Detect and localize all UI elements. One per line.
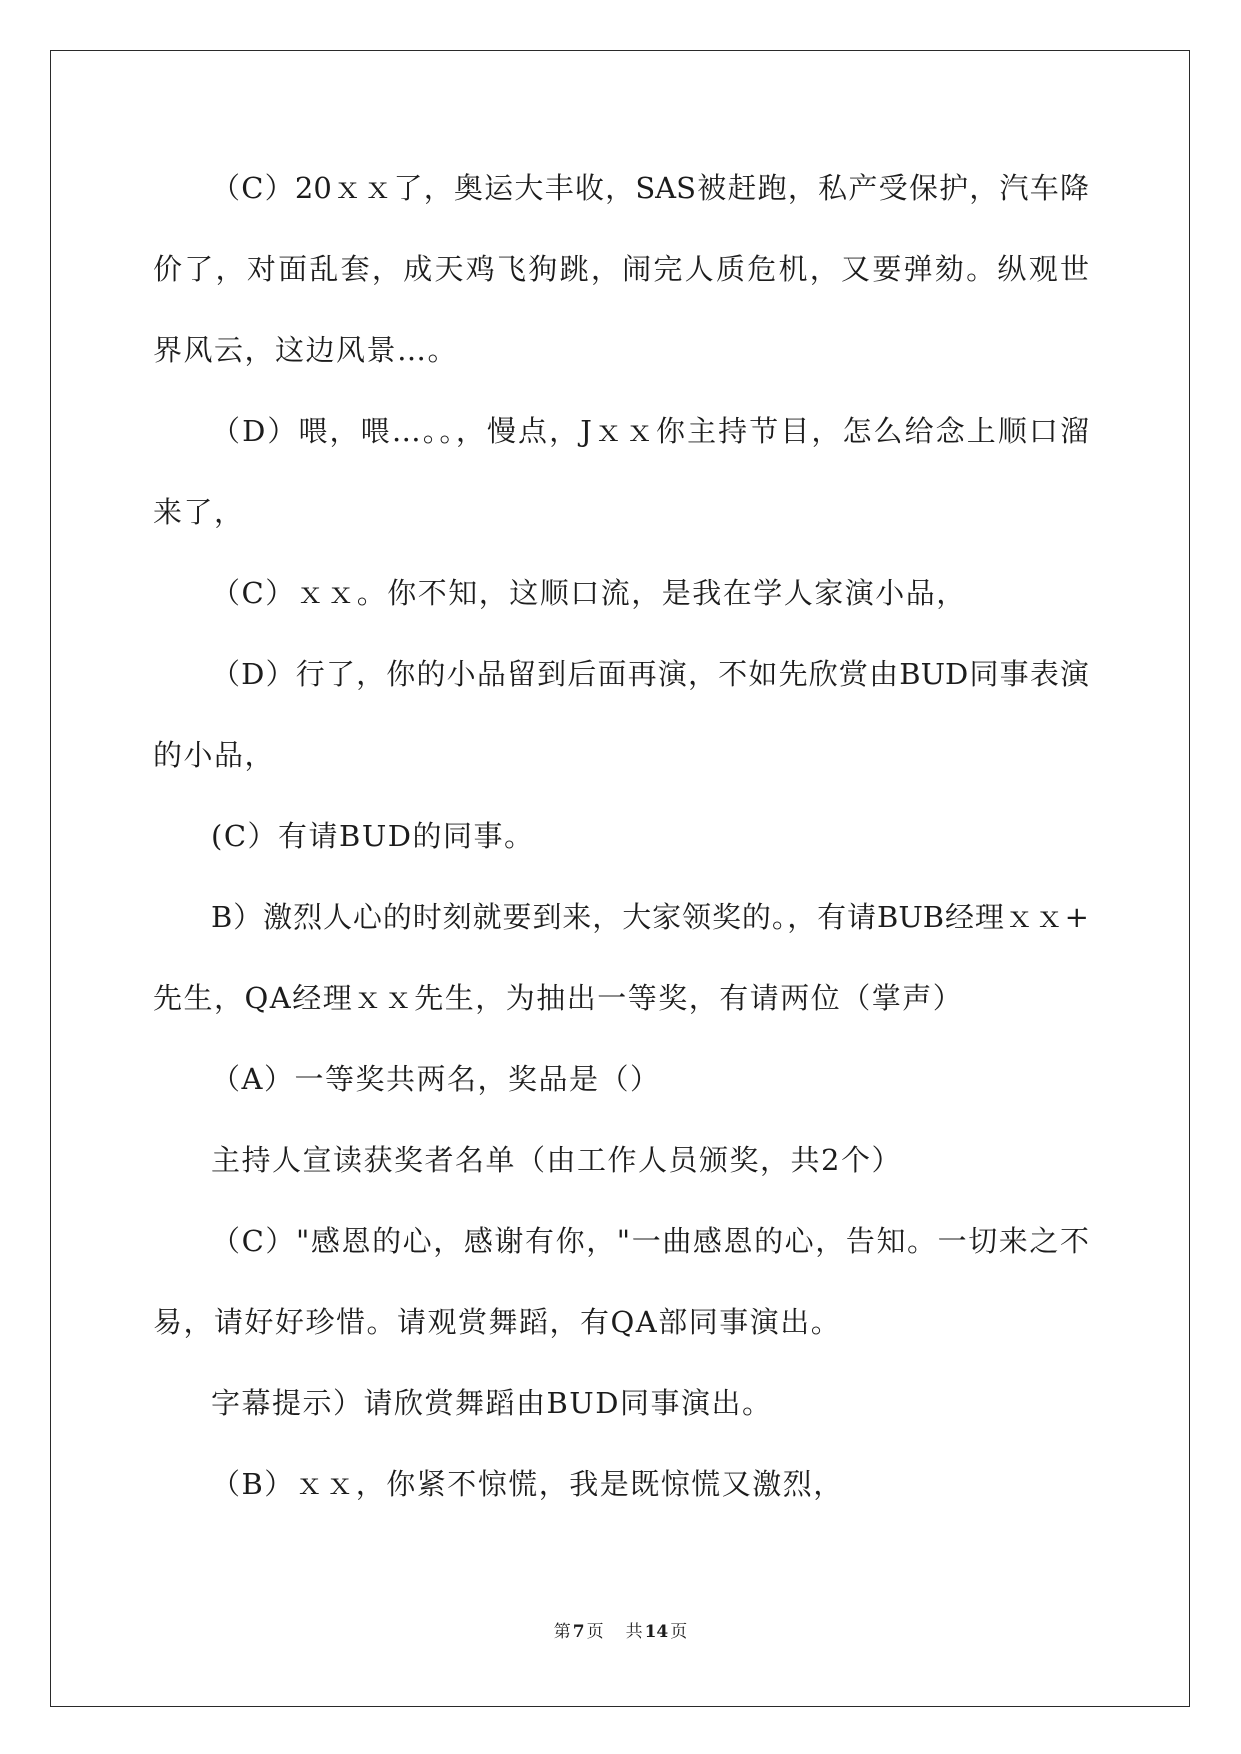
text-line: （A）一等奖共两名，奖品是（） [211, 1062, 661, 1096]
text-line: （C）ｘｘ。你不知，这顺口流，是我在学人家演小品， [211, 576, 967, 610]
paragraph [153, 1444, 1089, 1525]
text-line: 价了，对面乱套，成天鸡飞狗跳，闹完人质危机，又要弹劾。纵观世 [153, 252, 1089, 286]
total-pages-suffix: 页 [670, 1622, 688, 1642]
text-line: （C）"感恩的心，感谢有你，"一曲感恩的心，告知。一切来之不 [211, 1224, 1089, 1258]
text-line: 的小品， [153, 738, 276, 772]
paragraph [153, 877, 1089, 1039]
paragraph [153, 1363, 1089, 1444]
paragraph [153, 796, 1089, 877]
paragraph [153, 1039, 1089, 1120]
text-line: (C）有请BUD的同事。 [211, 819, 535, 853]
total-pages-prefix: 共 [625, 1622, 643, 1642]
paragraph [153, 553, 1089, 634]
document-body [153, 148, 1089, 1525]
text-line: B）激烈人心的时刻就要到来，大家领奖的。，有请BUB经理ｘｘ+ [211, 900, 1089, 934]
text-line: 易，请好好珍惜。请观赏舞蹈，有QA部同事演出。 [153, 1305, 842, 1339]
text-line: （C）20ｘｘ了，奥运大丰收，SAS被赶跑，私产受保护，汽车降 [211, 171, 1089, 205]
text-line: 界风云，这边风景…。 [153, 333, 459, 367]
paragraph [153, 1201, 1089, 1363]
paragraph [153, 391, 1089, 553]
text-line: 字幕提示）请欣赏舞蹈由BUD同事演出。 [211, 1386, 773, 1420]
paragraph [153, 634, 1089, 796]
total-pages-number: 14 [644, 1622, 669, 1642]
page-number-prefix: 第 [553, 1622, 571, 1642]
text-line: （B）ｘｘ，你紧不惊慌，我是既惊慌又激烈， [211, 1467, 844, 1501]
text-line: 主持人宣读获奖者名单（由工作人员颁奖，共2个） [211, 1143, 902, 1177]
current-page-number: 7 [572, 1622, 585, 1642]
page-number-suffix: 页 [586, 1622, 604, 1642]
text-line: 来了， [153, 495, 245, 529]
text-line: （D）喂，喂…。。，慢点，Jｘｘ你主持节目，怎么给念上顺口溜 [211, 414, 1089, 448]
paragraph [153, 1120, 1089, 1201]
paragraph [153, 148, 1089, 391]
text-line: （D）行了，你的小品留到后面再演，不如先欣赏由BUD同事表演 [211, 657, 1089, 691]
text-line: 先生，QA经理ｘｘ先生，为抽出一等奖，有请两位（掌声） [153, 981, 964, 1015]
page-footer [0, 1620, 1241, 1644]
